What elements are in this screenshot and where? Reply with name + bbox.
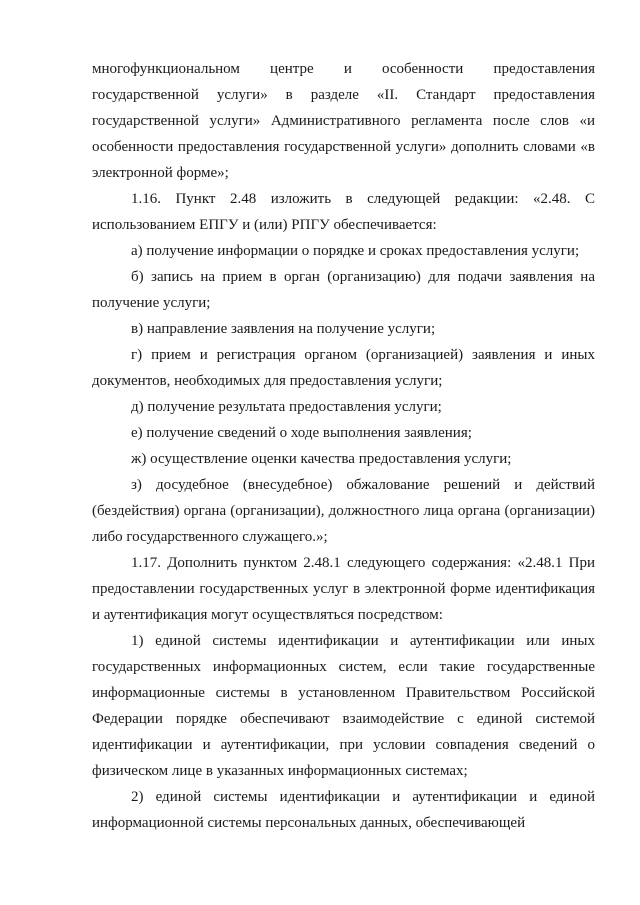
list-item-1: 1) единой системы идентификации и аутентификации или иных государственных информационных систем, если такие государственные информационные системы в установленном Правительством Российской Федерации порядке обеспечивают взаимодействие с единой системой идентификации и аутентификации, при условии совпадения сведений о физическом лице в указанных информационных системах; [92, 633, 595, 779]
list-item-a: а) получение информации о порядке и сроках предоставления услуги; [131, 243, 580, 259]
list-item-v: в) направление заявления на получение услуги; [131, 321, 436, 337]
paragraph-1-17: 1.17. Дополнить пунктом 2.48.1 следующего содержания: «2.48.1 При предоставлении государственных услуг в электронной форме идентификация и аутентификация могут осуществляться посредством: [92, 555, 595, 623]
paragraph-1: многофункциональном центре и особенности предоставления государственной услуги» в разделе «II. Стандарт предоставления государственной услуги» Административного регламента после слов «и особенности предоставления государственной услуги» дополнить словами «в электронной форме»; [92, 61, 595, 181]
document-page [92, 56, 595, 836]
list-item-2: 2) единой системы идентификации и аутентификации и единой информационной системы персональных данных, обеспечивающей [92, 789, 595, 831]
list-item-b: б) запись на прием в орган (организацию) для подачи заявления на получение услуги; [92, 269, 595, 311]
list-item-g: г) прием и регистрация органом (организацией) заявления и иных документов, необходимых для предоставления услуги; [92, 347, 595, 389]
list-item-z: з) досудебное (внесудебное) обжалование решений и действий (бездействия) органа (организации), должностного лица органа (организации) либо государственного служащего.»; [92, 477, 595, 545]
paragraph-2: 1.16. Пункт 2.48 изложить в следующей редакции: «2.48. С использованием ЕПГУ и (или) РПГУ обеспечивается: [92, 191, 595, 233]
list-item-e: е) получение сведений о ходе выполнения заявления; [131, 425, 472, 441]
list-item-d: д) получение результата предоставления услуги; [131, 399, 442, 415]
list-item-zh: ж) осуществление оценки качества предоставления услуги; [131, 451, 512, 467]
